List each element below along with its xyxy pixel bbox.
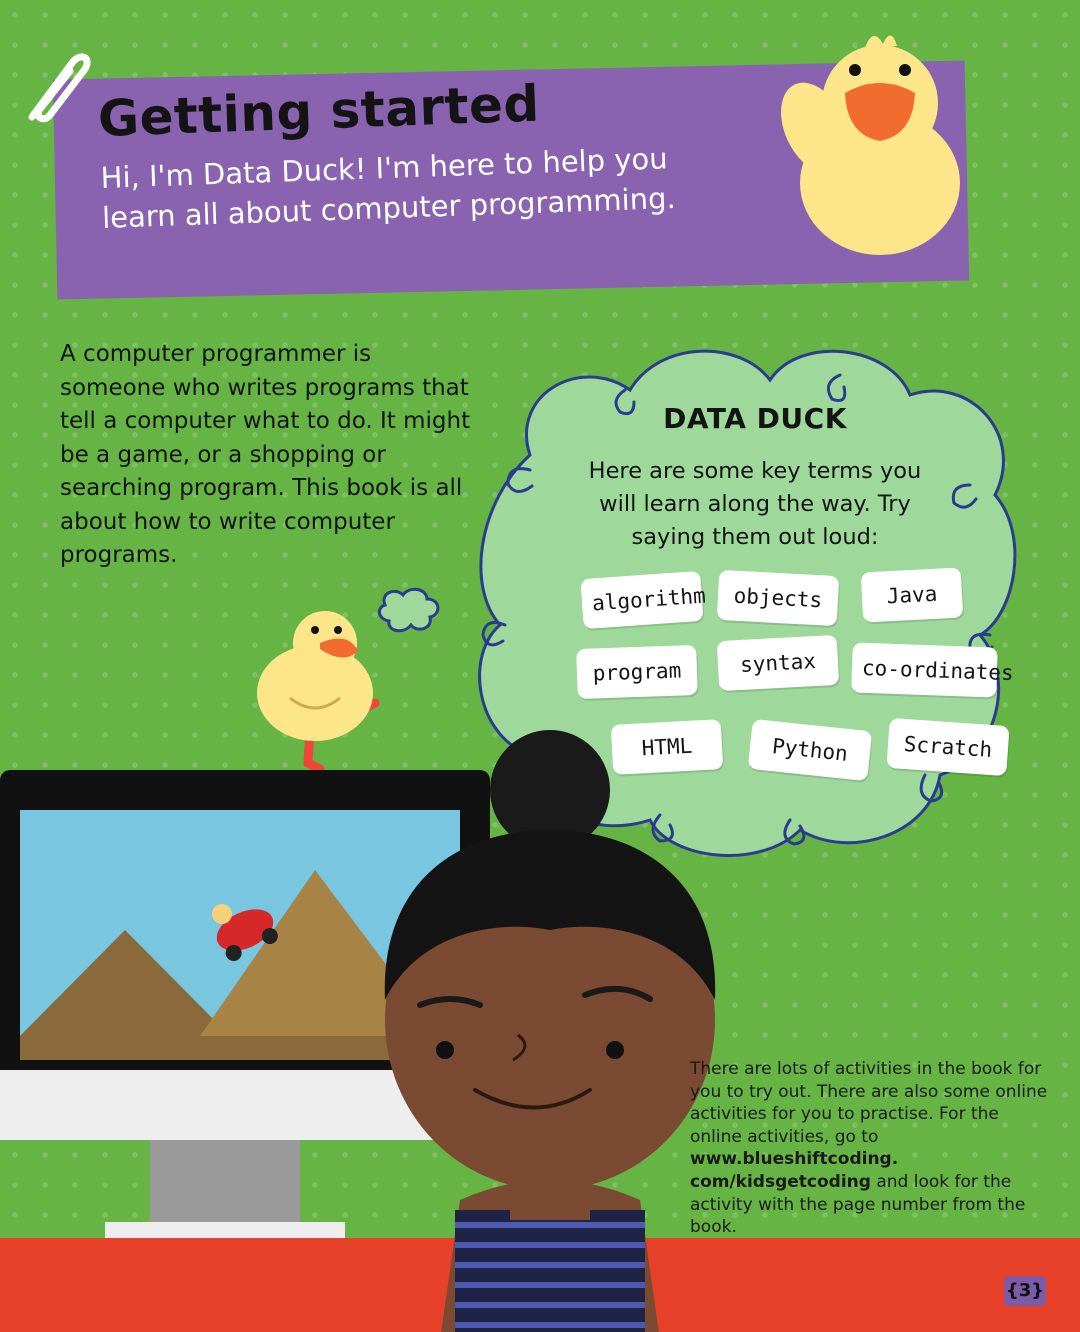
term-card-program: program [576,645,698,699]
term-card-syntax: syntax [717,635,839,691]
term-card-python: Python [748,719,873,781]
online-activities-text-before: There are lots of activities in the book for you to try out. There are also some online activities for you to practise. For the online activities, go to [690,1059,1048,1147]
paperclip-icon [10,35,100,135]
term-card-objects: objects [717,570,839,626]
online-activities-text-after: and look for the activity with the page number from the book. [690,1171,1026,1238]
term-card-co-ordinates: co-ordinates [851,642,998,697]
term-card-scratch: Scratch [886,718,1009,776]
girl-illustration [380,730,720,1332]
page-number: {3} [1004,1276,1046,1306]
term-card-html: HTML [611,719,723,775]
online-activities-note [690,1058,1050,1239]
website-link[interactable]: www.blueshiftcoding. com/kidsgetcoding [690,1149,899,1192]
page-title: Getting started [96,74,541,148]
data-duck-heading: DATA DUCK [663,402,847,435]
intro-paragraph: A computer programmer is someone who writes programs that tell a computer what to do. It might be a game, or a shopping or searching program. This book is all about how to write computer programs. [60,341,471,568]
data-duck-large-icon [755,18,965,258]
data-duck-text: Here are some key terms you will learn along the way. Try saying them out loud: [588,458,922,550]
term-card-algorithm: algorithm [580,571,703,629]
data-duck-small-icon [250,598,400,778]
page-subtitle: Hi, I'm Data Duck! I'm here to help you learn all about computer programming. [100,141,677,235]
term-card-java: Java [861,567,963,622]
